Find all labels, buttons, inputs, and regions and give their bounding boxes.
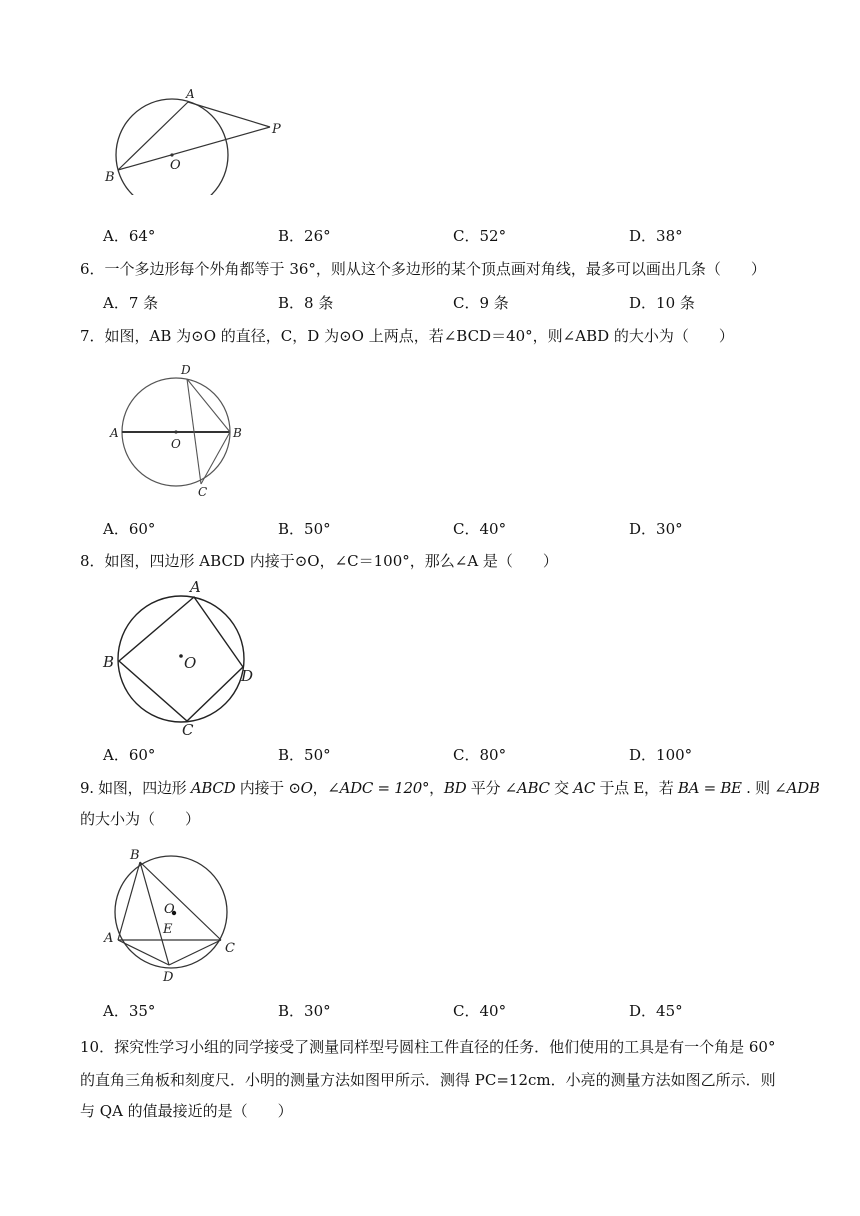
q9-text-8: . 则	[741, 779, 775, 797]
q5-label-p: P	[272, 122, 281, 137]
q8-options	[103, 744, 803, 768]
q8-question: 8．如图，四边形 ABCD 内接于⊙O，∠C＝100°，那么∠A 是（ ）	[80, 552, 558, 570]
q9-math-ba-be: BA = BE	[677, 779, 742, 797]
q9-options	[103, 1000, 803, 1024]
q9-figure	[100, 845, 250, 985]
q5-label-o: O	[170, 158, 181, 173]
q5-option-a: A．64°	[103, 227, 156, 245]
q8-center-dot	[179, 654, 183, 658]
q8-quadrilateral	[119, 597, 243, 721]
q8-option-b: B．50°	[278, 746, 331, 764]
q9-label-d: D	[163, 970, 174, 985]
q5-option-c: C．52°	[453, 227, 507, 245]
q9-line-dc	[169, 940, 221, 965]
q9-label-a: A	[104, 931, 114, 946]
q6-option-a: A．7 条	[103, 294, 159, 312]
q5-line-ap	[188, 102, 270, 127]
q9-question-line2: 的大小为（ ）	[80, 810, 201, 828]
q8-label-o: O	[184, 654, 197, 672]
q7-figure	[105, 360, 265, 500]
q9-line-ba	[118, 862, 140, 940]
q7-label-o: O	[171, 437, 181, 451]
q7-option-c: C．40°	[453, 520, 507, 538]
q5-label-b: B	[105, 170, 115, 185]
q9-option-a: A．35°	[103, 1002, 156, 1020]
q9-label-b: B	[130, 848, 140, 863]
q9-question-line1	[80, 775, 820, 801]
q9-text-7: 于点 E，若	[595, 779, 678, 797]
q5-label-a: A	[186, 87, 195, 101]
q9-text-6: 交	[549, 779, 574, 797]
q7-option-a: A．60°	[103, 520, 156, 538]
q7-options	[103, 518, 803, 542]
q9-line-bc	[140, 862, 221, 940]
q5-option-b: B．26°	[278, 227, 331, 245]
q8-option-d: D．100°	[629, 746, 693, 764]
q9-label-c: C	[225, 941, 235, 956]
q7-question: 7．如图，AB 为⊙O 的直径，C，D 为⊙O 上两点，若∠BCD＝40°，则∠ABD 的大小为（ ）	[80, 327, 734, 345]
q9-text-5: 平分	[466, 779, 505, 797]
q6-question: 6．一个多边形每个外角都等于 36°，则从这个多边形的某个顶点画对角线，最多可以画出几条（ ）	[80, 260, 766, 278]
q6-options	[103, 292, 803, 316]
q10-question-line1: 10．探究性学习小组的同学接受了测量同样型号圆柱工件直径的任务．他们使用的工具是有一个角是 60°	[80, 1038, 776, 1056]
q5-option-d: D．38°	[629, 227, 683, 245]
q7-center-dot	[174, 430, 177, 433]
q6-option-d: D．10 条	[629, 294, 695, 312]
q7-label-b: B	[233, 426, 242, 440]
q5-center-dot	[170, 153, 173, 156]
q6-option-c: C．9 条	[453, 294, 509, 312]
q7-line-bc	[201, 432, 230, 484]
q8-circle	[118, 596, 244, 722]
q8-label-b: B	[103, 653, 115, 671]
q7-option-d: D．30°	[629, 520, 683, 538]
q8-figure	[100, 575, 270, 740]
q9-text-2: 内接于	[235, 779, 289, 797]
q9-text-3: ，	[312, 779, 328, 797]
q10-question-line3: 与 QA 的值最接近的是（ ）	[80, 1102, 293, 1120]
q8-option-c: C．80°	[453, 746, 507, 764]
q9-option-b: B．30°	[278, 1002, 331, 1020]
q8-option-a: A．60°	[103, 746, 156, 764]
q6-option-b: B．8 条	[278, 294, 334, 312]
q5-circle	[116, 99, 228, 195]
q9-math-angle-adc: ∠ADC = 120°	[327, 779, 430, 797]
q9-option-c: C．40°	[453, 1002, 507, 1020]
q8-label-c: C	[182, 721, 194, 739]
q9-math-angle-adb: ∠ADB	[774, 779, 820, 797]
q9-math-angle-abc: ∠ABC	[504, 779, 550, 797]
q10-question-line2: 的直角三角板和刻度尺．小明的测量方法如图甲所示．测得 PC=12cm．小亮的测量方法如图乙所示．则	[80, 1071, 776, 1089]
q9-label-e: E	[163, 922, 173, 937]
q7-option-b: B．50°	[278, 520, 331, 538]
q9-text-4: ，	[429, 779, 444, 797]
q9-math-abcd: ABCD	[190, 779, 236, 797]
q9-text-1: 9. 如图，四边形	[80, 779, 191, 797]
q8-label-d: D	[241, 667, 254, 685]
q9-label-o: O	[164, 902, 175, 917]
q9-math-bd: BD	[443, 779, 467, 797]
q5-figure	[100, 85, 300, 195]
q7-label-d: D	[181, 363, 191, 377]
q7-label-a: A	[110, 426, 119, 440]
q9-option-d: D．45°	[629, 1002, 683, 1020]
q7-label-c: C	[198, 485, 208, 499]
q5-options	[103, 225, 803, 249]
q9-math-ac: AC	[573, 779, 596, 797]
q9-math-circle-o: ⊙O	[288, 779, 313, 797]
q8-label-a: A	[190, 578, 201, 596]
